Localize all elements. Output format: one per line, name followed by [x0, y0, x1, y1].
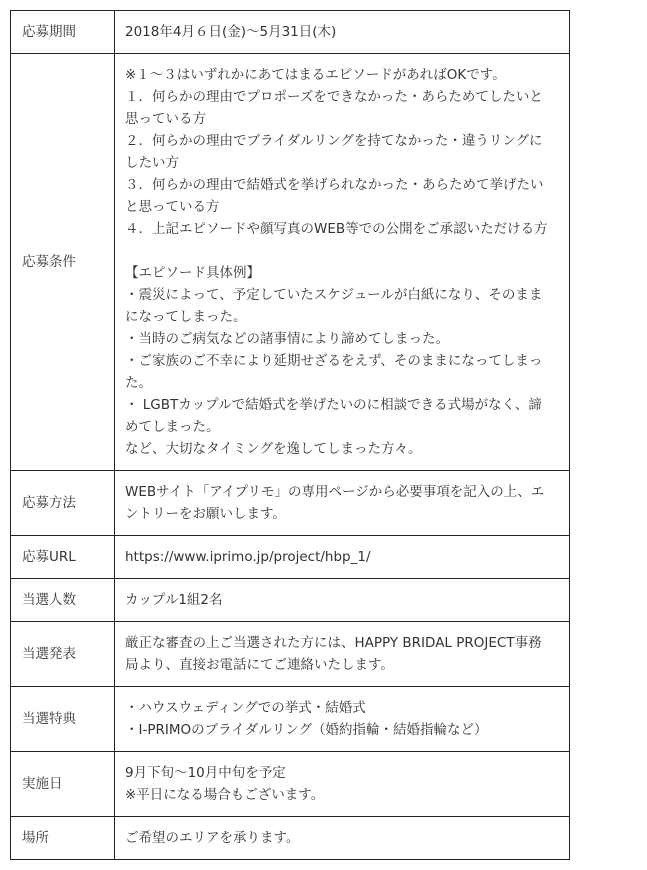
value-line: 9月下旬〜10月中旬を予定	[125, 765, 286, 781]
application-url-link[interactable]: https://www.iprimo.jp/project/hbp_1/	[125, 549, 371, 565]
row-label: 当選発表	[11, 622, 115, 687]
value-line: など、大切なタイミングを逸してしまった方々。	[125, 441, 422, 457]
blank-line	[125, 240, 561, 262]
value-line: したい方	[125, 155, 179, 171]
table-row-implementation-date	[11, 752, 570, 817]
row-value	[115, 687, 570, 752]
row-value	[115, 579, 570, 622]
value-line: ・I-PRIMOのブライダルリング（婚約指輪・結婚指輪など）	[125, 722, 488, 738]
value-line: ご希望のエリアを承ります。	[125, 830, 300, 846]
row-label: 応募URL	[11, 536, 115, 579]
value-line: 2018年4月６日(金)〜5月31日(木)	[125, 24, 337, 40]
table-row-winner-benefits	[11, 687, 570, 752]
table-row-application-period	[11, 11, 570, 54]
value-line: ※１〜３はいずれかにあてはまるエピソードがあればOKです。	[125, 67, 506, 83]
value-line: 【エピソード具体例】	[125, 265, 260, 281]
value-line: 思っている方	[125, 111, 206, 127]
table-row-application-method	[11, 471, 570, 536]
table-row-location	[11, 817, 570, 860]
row-label: 応募条件	[11, 54, 115, 471]
value-line: ・震災によって、予定していたスケジュールが白紙になり、そのまま	[125, 287, 543, 303]
value-line: ・ LGBTカップルで結婚式を挙げたいのに相談できる式場がなく、諦	[125, 397, 542, 413]
value-line: WEBサイト「アイプリモ」の専用ページから必要事項を記入の上、エ	[125, 484, 545, 500]
value-line: めてしまった。	[125, 419, 220, 435]
value-line: になってしまった。	[125, 309, 247, 325]
table-row-application-conditions	[11, 54, 570, 471]
value-line: カップル1組2名	[125, 592, 223, 608]
value-line: １．何らかの理由でプロポーズをできなかった・あらためてしたいと	[125, 89, 543, 105]
campaign-info-table	[10, 10, 570, 860]
value-line: ２．何らかの理由でブライダルリングを持てなかった・違うリングに	[125, 133, 543, 149]
row-label: 当選人数	[11, 579, 115, 622]
row-label: 応募期間	[11, 11, 115, 54]
value-line: ・ご家族のご不幸により延期せざるをえず、そのままになってしまっ	[125, 353, 543, 369]
table-row-winner-announcement	[11, 622, 570, 687]
table-row-application-url	[11, 536, 570, 579]
row-label: 実施日	[11, 752, 115, 817]
value-line: ・当時のご病気などの諸事情により諦めてしまった。	[125, 331, 449, 347]
value-line: ントリーをお願いします。	[125, 506, 286, 522]
value-line: ・ハウスウェディングでの挙式・結婚式	[125, 700, 366, 716]
row-value	[115, 752, 570, 817]
row-value	[115, 536, 570, 579]
value-line: ４．上記エピソードや顔写真のWEB等での公開をご承認いただける方	[125, 221, 548, 237]
row-value	[115, 471, 570, 536]
row-value	[115, 622, 570, 687]
row-value	[115, 11, 570, 54]
value-line: 局より、直接お電話にてご連絡いたします。	[125, 657, 394, 673]
value-line: た。	[125, 375, 152, 391]
row-value	[115, 54, 570, 471]
row-label: 当選特典	[11, 687, 115, 752]
value-line: ※平日になる場合もございます。	[125, 787, 325, 803]
row-value	[115, 817, 570, 860]
value-line: ３．何らかの理由で結婚式を挙げられなかった・あらためて挙げたい	[125, 177, 544, 193]
row-label: 場所	[11, 817, 115, 860]
table-row-winner-count	[11, 579, 570, 622]
value-line: と思っている方	[125, 199, 220, 215]
row-label: 応募方法	[11, 471, 115, 536]
value-line: 厳正な審査の上ご当選された方には、HAPPY BRIDAL PROJECT事務	[125, 635, 542, 651]
